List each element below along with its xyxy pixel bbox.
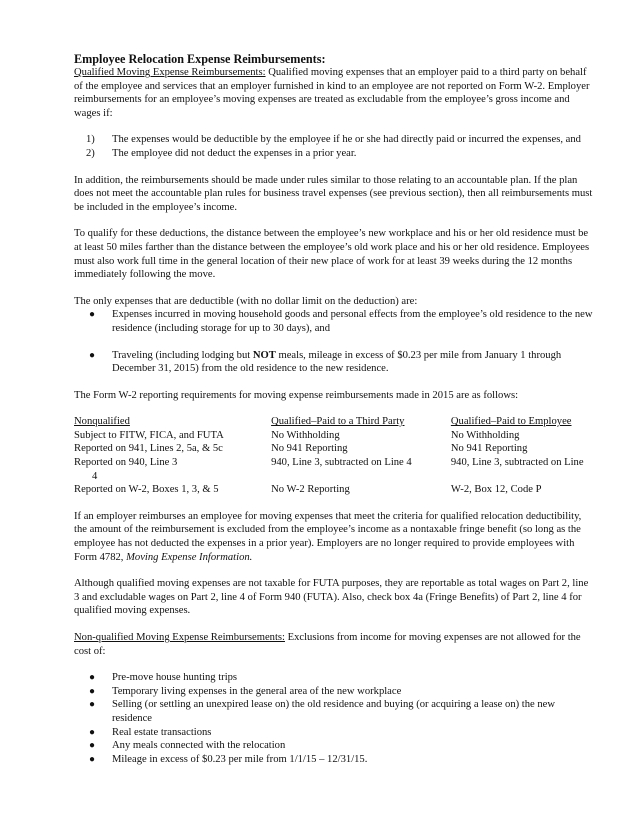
column-header-third-party: Qualified–Paid to a Third Party [271,416,405,428]
list-item [74,698,594,725]
table-cell [451,470,604,484]
list-item [74,147,594,161]
table-cell: Subject to FITW, FICA, and FUTA [74,429,224,441]
text-run: Traveling (including lodging but [112,349,253,361]
table-cell: 4 [92,470,98,482]
table-cell: Reported on 940, Line 3 [74,457,178,469]
deductible-list [74,308,594,335]
list-item-text: Mileage in excess of $0.23 per mile from 1/1/15 – 12/31/15. [112,753,368,765]
column-header-nonqualified: Nonqualified [74,416,130,428]
qualified-heading: Qualified Moving Expense Reimbursements: [74,67,266,78]
list-item [74,726,594,740]
qualified-intro-text: Qualified moving expenses that an employer paid to a third party on behalf of the employee and services that an employer furnished in kind to an employee are not reported on Form W-2. Employer reimbursements for an employee’s moving expenses are treated as excludable from the employee’s gross income and wages if: [74,67,590,119]
form-4782-title: Moving Expense Information. [126,551,253,563]
list-item-text: Any meals connected with the relocation [112,740,286,752]
document-page [74,52,594,766]
table-cell: No 941 Reporting [450,443,528,455]
list-item [74,753,594,767]
table-cell: No W-2 Reporting [271,484,350,496]
table-cell: W-2, Box 12, Code P [450,484,542,496]
list-item-text: Expenses incurred in moving household goods and personal effects from the employee’s old residence to the new residence (including storage for up to 30 days), and [112,309,593,334]
table-row [74,442,604,456]
deductible-list-2 [74,349,594,376]
table-cell: 940, Line 3, subtracted on Line 4 [271,457,412,469]
list-item [74,671,594,685]
emphasis-not: NOT [252,349,276,361]
bullet-icon: ● [89,672,96,684]
qualify-distance-paragraph: To qualify for these deductions, the distance between the employee’s new workplace and his or her old residence must be at least 50 miles farther than the distance between the employee’s old work place and his or her old residence. Employees must also work full time in the general location of their new place of work for at least 39 weeks during the 12 months immediately following the move. [74,228,590,281]
list-item [74,739,594,753]
nonqualified-list [74,671,594,766]
qualified-conditions-list [74,133,594,160]
list-number: 1) [86,134,95,146]
list-item-text: The employee did not deduct the expenses in a prior year. [112,147,357,159]
table-cell [271,470,451,484]
bullet-icon: ● [89,740,96,752]
list-item-text: Real estate transactions [112,726,212,738]
table-cell: No Withholding [450,429,520,441]
table-cell: 940, Line 3, subtracted on Line [450,457,584,469]
list-item [74,308,594,335]
table-row [74,429,604,443]
w2-intro: The Form W-2 reporting requirements for moving expense reimbursements made in 2015 are as follows: [74,389,519,401]
nonqualified-intro-paragraph [74,631,594,658]
table-header-row [74,415,604,429]
table-row [74,456,604,470]
bullet-icon: ● [89,753,96,765]
list-item-text: Temporary living expenses in the general area of the new workplace [112,685,402,697]
table-cell: Reported on 941, Lines 2, 5a, & 5c [74,443,223,455]
list-item [74,133,594,147]
list-item-text [112,350,561,375]
bullet-icon: ● [89,349,96,361]
nonqualified-heading: Non-qualified Moving Expense Reimbursements: [74,632,285,643]
list-item-text: Selling (or settling an unexpired lease on) the old residence and buying (or acquiring a lease on) the new residence [112,699,556,724]
document-title: Employee Relocation Expense Reimbursements: [74,52,326,66]
fringe-benefit-paragraph [74,510,594,564]
bullet-icon: ● [89,309,96,321]
text-run: meals, mileage in excess of $0.23 per mile from January 1 through December 31, 2015) from the old residence to the new residence. [112,349,562,375]
table-row [74,470,604,484]
list-number: 2) [86,147,95,159]
table-cell: No Withholding [271,429,340,441]
list-item-text: Pre-move house hunting trips [112,672,238,684]
bullet-icon: ● [89,726,96,738]
table-row [74,483,604,497]
table-cell: No 941 Reporting [271,443,348,455]
qualified-intro-paragraph [74,66,594,120]
bullet-icon: ● [89,699,96,711]
futa-paragraph: Although qualified moving expenses are not taxable for FUTA purposes, they are reportable as total wages on Part 2, line 3 and excludable wages on Part 2, line 4 of Form 940 (FUTA). Also, check box 4a (Fringe Benefits) of Part 2, line 4 for qualified moving expenses. [74,578,589,617]
list-item [74,685,594,699]
table-cell: Reported on W-2, Boxes 1, 3, & 5 [74,484,219,496]
text-run: If an employer reimburses an employee for moving expenses that meet the criteria for qualified relocation deductibility, the amount of the reimbursement is excluded from the employee’s income as a nontaxable fringe benefit (so long as the employee has not deducted the expenses in a prior year). Employers are no longer required to provide employees with Form 4782, [74,510,582,563]
list-item-text: The expenses would be deductible by the employee if he or she had directly paid or incurred the expenses, and [112,134,581,146]
column-header-employee: Qualified–Paid to Employee [450,416,572,428]
bullet-icon: ● [89,685,96,697]
w2-reporting-table [74,415,604,497]
list-item [74,349,594,376]
deductible-intro: The only expenses that are deductible (with no dollar limit on the deduction) are: [74,295,418,307]
nonqualified-intro-text: Exclusions from income for moving expenses are not allowed for the cost of: [74,632,581,657]
accountable-plan-paragraph: In addition, the reimbursements should be made under rules similar to those relating to an accountable plan. If the plan does not meet the accountable plan rules for business travel expenses (see previous section), then all reimbursements must be included in the employee’s income. [74,174,593,213]
